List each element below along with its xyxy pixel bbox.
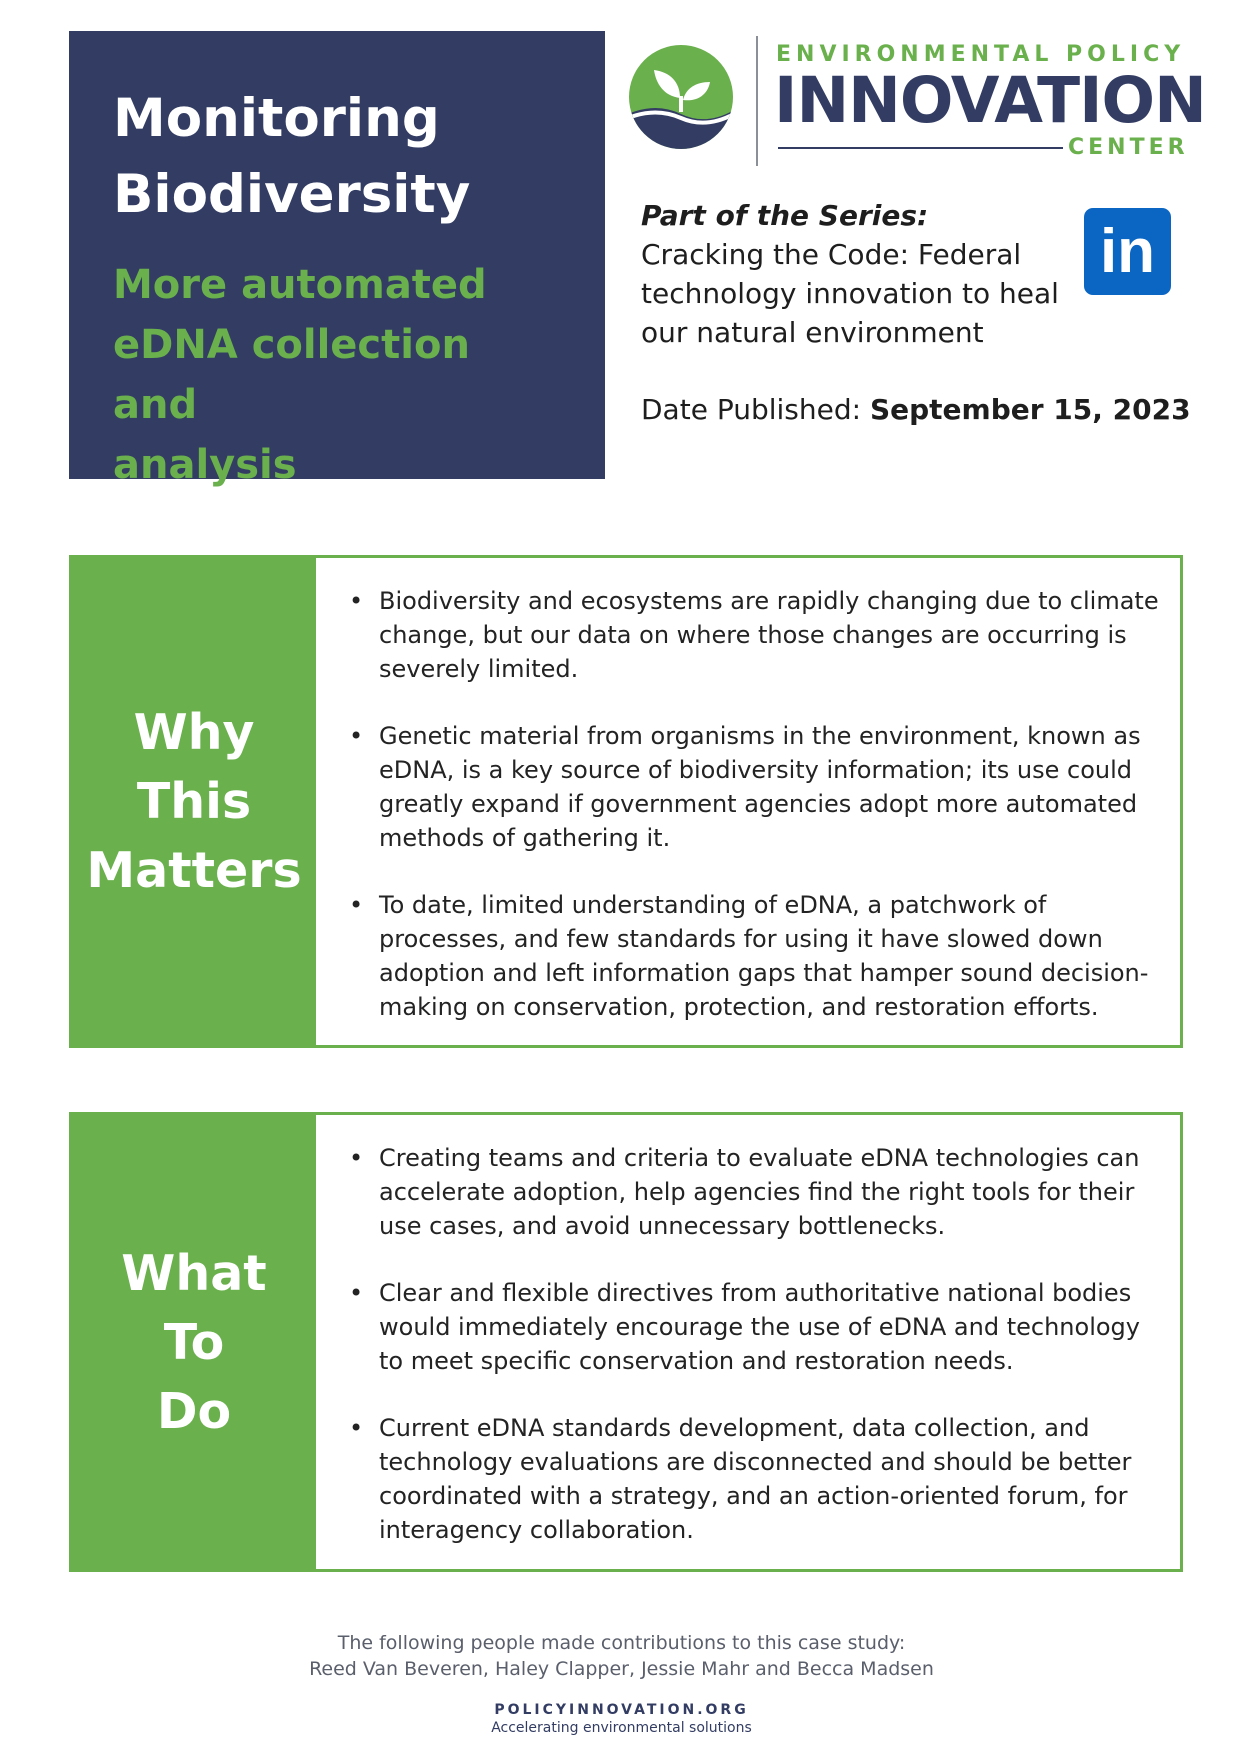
logo-top-text: ENVIRONMENTAL POLICY — [776, 42, 1186, 67]
list-item: • Clear and flexible directives from authoritative national bodies would immediately encourage the use of eDNA and technology to meet specific conservation and restoration needs. — [349, 1276, 1160, 1378]
title-line: Biodiversity — [113, 164, 471, 225]
title-line: Monitoring — [113, 88, 440, 149]
logo-underline — [778, 147, 1063, 149]
heading-line: Matters — [86, 842, 302, 899]
heading-line: What — [121, 1244, 267, 1302]
website-link[interactable]: POLICYINNOVATION.ORG — [494, 1702, 749, 1718]
logo-bottom-text: CENTER — [1068, 135, 1189, 160]
what-to-do-section — [69, 1112, 1183, 1572]
bullet-list — [316, 1115, 1180, 1569]
list-item: • Creating teams and criteria to evaluate eDNA technologies can accelerate adoption, help agencies find the right tools for their use cases, and avoid unnecessary bottlenecks. — [349, 1141, 1160, 1243]
bullet-list — [316, 558, 1180, 1045]
organization-logo — [624, 34, 1206, 170]
page-subtitle — [113, 255, 565, 495]
section-heading — [72, 558, 316, 1045]
logo-divider — [756, 36, 758, 166]
heading-line: Do — [156, 1382, 232, 1440]
list-item: • To date, limited understanding of eDNA, a patchwork of processes, and few standards for using it have slowed down adoption and left information gaps that hamper sound decision-making on conservation, protection, and restoration efforts. — [349, 888, 1160, 1024]
section-heading — [72, 1115, 316, 1569]
leaf-globe-icon — [628, 44, 734, 150]
date-value: September 15, 2023 — [869, 393, 1191, 426]
tagline: Accelerating environmental solutions — [491, 1720, 752, 1736]
contributors — [0, 1630, 1243, 1682]
publish-date — [641, 392, 1191, 428]
heading-line: To — [163, 1313, 225, 1371]
series-info — [641, 196, 1081, 352]
page-title — [113, 81, 565, 233]
subtitle-line: More automated — [113, 262, 487, 308]
contributors-names: Reed Van Beveren, Haley Clapper, Jessie Mahr and Becca Madsen — [309, 1658, 934, 1680]
list-item: • Biodiversity and ecosystems are rapidly changing due to climate change, but our data on where those changes are occurring is severely limited. — [349, 584, 1160, 686]
subtitle-line: analysis — [113, 442, 297, 488]
linkedin-icon[interactable]: in — [1084, 208, 1171, 295]
series-title: Cracking the Code: Federal technology innovation to heal our natural environment — [641, 238, 1059, 349]
series-label: Part of the Series: — [641, 199, 929, 232]
logo-main-text: INNOVATION — [774, 64, 1206, 137]
subtitle-line: eDNA collection and — [113, 322, 470, 428]
contributors-intro: The following people made contributions to this case study: — [337, 1632, 906, 1654]
why-this-matters-section — [69, 555, 1183, 1048]
list-item: • Genetic material from organisms in the environment, known as eDNA, is a key source of biodiversity information; its use could greatly expand if government agencies adopt more automated methods of gathering it. — [349, 719, 1160, 855]
heading-line: This — [136, 773, 252, 830]
heading-line: Why — [133, 704, 255, 761]
hero-banner — [69, 31, 605, 488]
list-item: • Current eDNA standards development, data collection, and technology evaluations are disconnected and should be better coordinated with a strategy, and an action-oriented forum, for interagency collaboration. — [349, 1411, 1160, 1547]
date-label: Date Published: — [641, 393, 870, 426]
